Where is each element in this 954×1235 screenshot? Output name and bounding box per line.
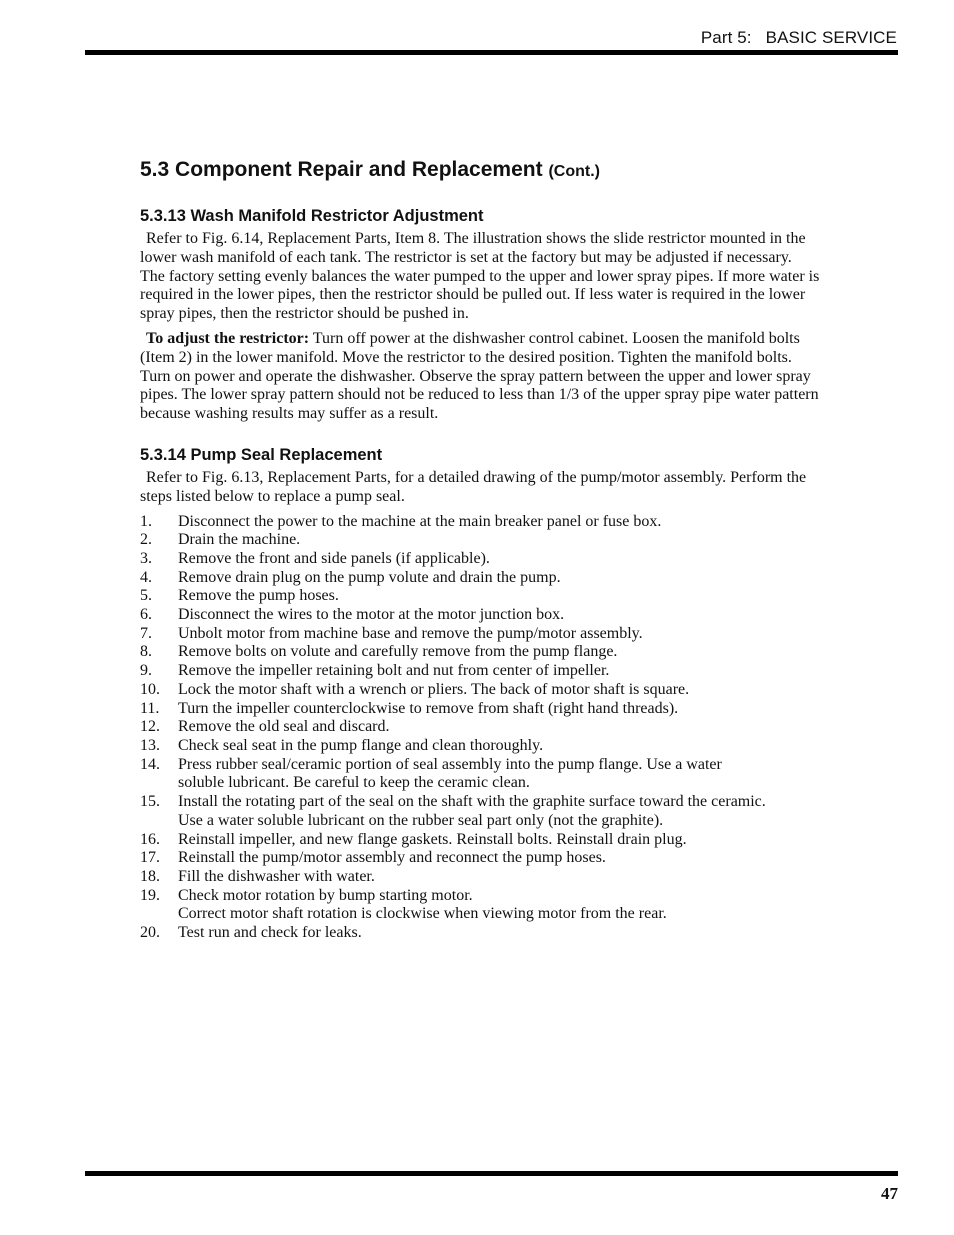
step-number: 13. bbox=[140, 737, 160, 754]
part-title: BASIC SERVICE bbox=[765, 28, 897, 47]
step-item bbox=[140, 643, 820, 662]
step-number: 6. bbox=[140, 606, 152, 624]
step-text: Test run and check for leaks. bbox=[178, 924, 362, 942]
step-number: 16. bbox=[140, 830, 160, 848]
step-text: Fill the dishwasher with water. bbox=[178, 867, 375, 885]
step-text: Disconnect the wires to the motor at the motor junction box. bbox=[178, 606, 565, 624]
step-text: Check seal seat in the pump flange and clean thoroughly. bbox=[178, 737, 544, 754]
part-label: Part 5: bbox=[700, 28, 752, 47]
section-title bbox=[140, 155, 820, 187]
step-item bbox=[140, 868, 820, 887]
step-item bbox=[140, 625, 820, 644]
step-text: Reinstall the pump/motor assembly and reconnect the pump hoses. bbox=[178, 849, 606, 867]
step-number: 18. bbox=[140, 867, 160, 885]
footer-rule bbox=[85, 1171, 898, 1176]
step-item bbox=[140, 531, 820, 550]
step-item bbox=[140, 718, 820, 737]
step-item bbox=[140, 662, 820, 681]
step-text: Press rubber seal/ceramic portion of seal assembly into the pump flange. Use a water soluble lubricant. Be careful to keep the ceramic clean. bbox=[178, 755, 722, 792]
step-number: 19. bbox=[140, 886, 160, 904]
step-number: 3. bbox=[140, 549, 152, 567]
section-title-suffix: (Cont.) bbox=[548, 163, 600, 180]
step-item bbox=[140, 700, 820, 719]
step-number: 14. bbox=[140, 755, 160, 773]
step-number: 4. bbox=[140, 568, 152, 586]
restrictor-heading: 5.3.13 Wash Manifold Restrictor Adjustment bbox=[140, 207, 484, 225]
step-number: 7. bbox=[140, 624, 152, 642]
step-item bbox=[140, 887, 820, 924]
step-item bbox=[140, 550, 820, 569]
step-text: Reinstall impeller, and new flange gaskets. Reinstall bolts. Reinstall drain plug. bbox=[178, 830, 687, 848]
step-number: 2. bbox=[140, 531, 152, 549]
header-rule bbox=[85, 50, 898, 55]
running-header bbox=[701, 28, 897, 48]
step-item bbox=[140, 587, 820, 606]
step-item bbox=[140, 849, 820, 868]
step-item bbox=[140, 793, 820, 830]
step-number: 5. bbox=[140, 587, 152, 605]
step-text: Remove the pump hoses. bbox=[178, 587, 339, 605]
pump-seal-heading: 5.3.14 Pump Seal Replacement bbox=[140, 445, 383, 464]
step-text: Remove bolts on volute and carefully remove from the pump flange. bbox=[178, 643, 618, 661]
step-item bbox=[140, 513, 820, 532]
step-item bbox=[140, 831, 820, 850]
step-number: 8. bbox=[140, 643, 152, 661]
step-text: Remove the front and side panels (if applicable). bbox=[178, 549, 490, 567]
section-title-text: 5.3 Component Repair and Replacement bbox=[140, 158, 543, 181]
step-item bbox=[140, 569, 820, 588]
page-number: 47 bbox=[881, 1184, 898, 1203]
restrictor-paragraph-2 bbox=[140, 330, 820, 424]
step-text: Turn the impeller counterclockwise to remove from shaft (right hand threads). bbox=[178, 699, 679, 717]
restrictor-paragraph-1: Refer to Fig. 6.14, Replacement Parts, Item 8. The illustration shows the slide restrictor mounted in the lower wash manifold of each tank. The restrictor is set at the factory but may be adjusted if necessary. The factory setting evenly balances the water pumped to the upper and lower spray pipes. If more water is required in the lower pipes, then the restrictor should be pulled out. If less water is required in the lower spray pipes, then the restrictor should be pushed in. bbox=[140, 230, 820, 323]
step-number: 12. bbox=[140, 718, 160, 736]
step-item bbox=[140, 924, 820, 943]
step-item bbox=[140, 606, 820, 625]
step-item bbox=[140, 756, 820, 793]
step-text: Unbolt motor from machine base and remove the pump/motor assembly. bbox=[178, 624, 643, 642]
step-text: Drain the machine. bbox=[178, 531, 301, 549]
step-text: Remove the impeller retaining bolt and nut from center of impeller. bbox=[178, 662, 610, 680]
step-number: 1. bbox=[140, 512, 152, 530]
step-text: Remove the old seal and discard. bbox=[178, 718, 390, 736]
step-text: Install the rotating part of the seal on the shaft with the graphite surface toward the ceramic. Use a water soluble lubricant on the rubber seal part only (not the graphite). bbox=[178, 793, 766, 829]
step-text: Lock the motor shaft with a wrench or pliers. The back of motor shaft is square. bbox=[178, 680, 690, 698]
step-text: Remove drain plug on the pump volute and drain the pump. bbox=[178, 568, 561, 586]
step-number: 10. bbox=[140, 680, 160, 698]
step-number: 15. bbox=[140, 793, 160, 811]
pump-seal-intro: Refer to Fig. 6.13, Replacement Parts, for a detailed drawing of the pump/motor assembly. Perform the steps listed below to replace a pump seal. bbox=[140, 468, 807, 505]
step-item bbox=[140, 681, 820, 700]
pump-seal-steps-list bbox=[140, 513, 820, 943]
step-text: Disconnect the power to the machine at the main breaker panel or fuse box. bbox=[178, 512, 662, 530]
step-number: 9. bbox=[140, 662, 152, 680]
step-number: 11. bbox=[140, 699, 160, 717]
restrictor-paragraph-2-lead: To adjust the restrictor: bbox=[146, 329, 310, 347]
step-text: Check motor rotation by bump starting motor. Correct motor shaft rotation is clockwise when viewing motor from the rear. bbox=[178, 886, 667, 923]
step-item bbox=[140, 737, 820, 756]
step-number: 20. bbox=[140, 924, 160, 942]
page-content bbox=[140, 155, 820, 943]
restrictor-paragraph-2-text: Turn off power at the dishwasher control cabinet. Loosen the manifold bolts (Item 2) in the lower manifold. Move the restrictor to the desired position. Tighten the manifold bolts. Turn on power and operate the dishwasher. Observe the spray pattern between the upper and lower spray pipes. The lower spray pattern should not be reduced to less than 1/3 of the upper spray pipe water pattern because washing results may suffer as a result. bbox=[140, 329, 819, 423]
step-number: 17. bbox=[140, 849, 160, 867]
